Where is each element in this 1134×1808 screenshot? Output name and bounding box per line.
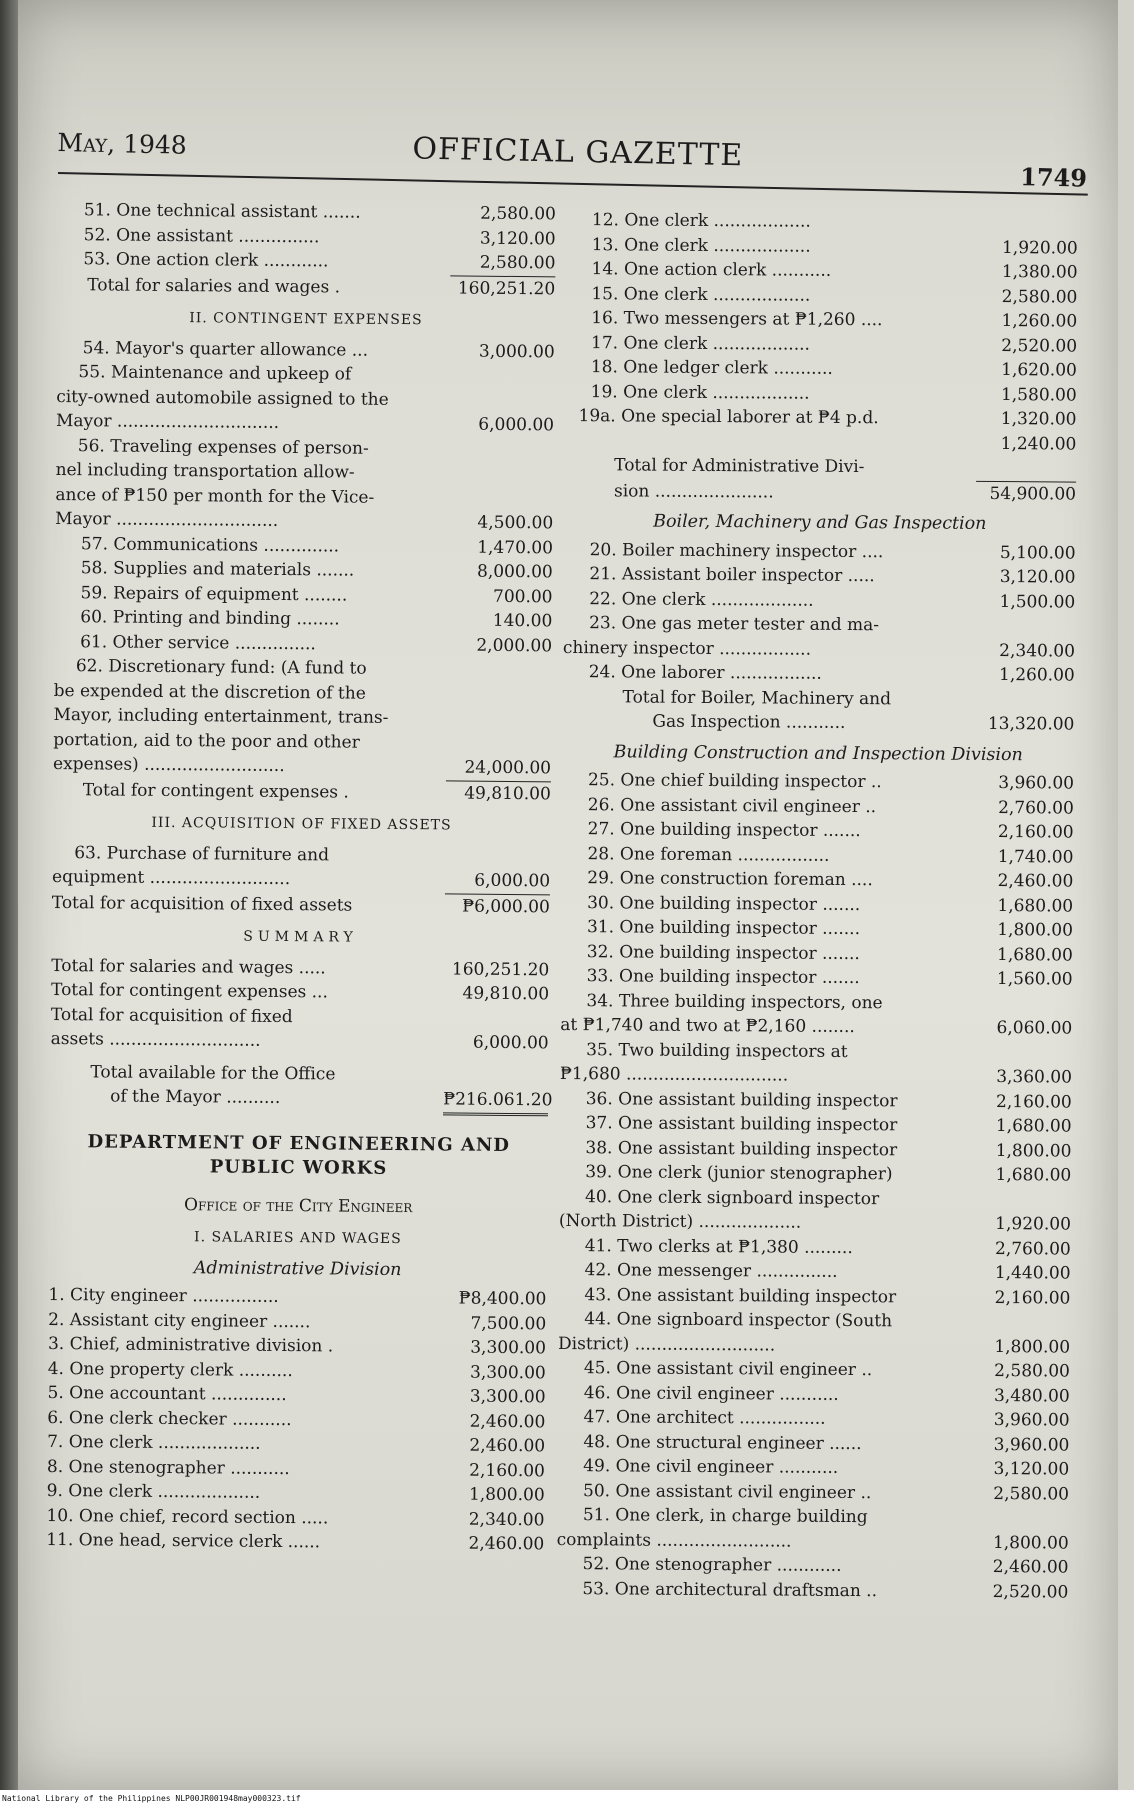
header-date: May, 1948 [57, 127, 188, 160]
budget-line: chinery inspector ................. 2,340.00 [562, 637, 1075, 662]
budget-line-text: ance of ₱150 per month for the Vice- [55, 484, 375, 508]
budget-line-text: portation, aid to the poor and other [53, 729, 360, 753]
division-heading-boiler: Boiler, Machinery and Gas Inspection [653, 511, 987, 534]
total-admin-text: Total for Administrative Divi- [614, 455, 865, 478]
budget-line: 60. Printing and binding ........ 140.00 [80, 607, 553, 632]
budget-line: 36. One assistant building inspector 2,160.00 [585, 1088, 1072, 1113]
budget-line: equipment .......................... 6,000.00 [51, 866, 551, 892]
budget-line: 29. One construction foreman .... 2,460.00 [587, 868, 1074, 892]
budget-line: 21. Assistant boiler inspector ..... 3,120.00 [589, 564, 1076, 588]
budget-line: 50. One assistant civil engineer .. 2,580.00 [582, 1480, 1070, 1505]
scan-source-footer: National Library of the Philippines NLP00JR001948may000323.tif [0, 1790, 1134, 1808]
budget-line: 46. One civil engineer ........... 3,480.00 [583, 1382, 1070, 1407]
budget-line: 30. One building inspector ....... 1,680.00 [587, 892, 1074, 917]
budget-line: 17. One clerk .................. 2,520.00 [590, 332, 1078, 357]
budget-line: 16. Two messengers at ₱1,260 .... 1,260.00 [591, 308, 1078, 332]
budget-line: 13. One clerk .................. 1,920.00 [591, 234, 1078, 259]
budget-line: 15. One clerk .................. 2,580.00 [591, 283, 1078, 308]
summary-line: Total for contingent expenses ... 49,810.00 [51, 979, 550, 1005]
total-fixed-assets-line: Total for acquisition of fixed assets ₱6,000.00 [52, 889, 550, 919]
budget-line: 59. Repairs of equipment ........ 700.00 [80, 582, 553, 607]
header-title: OFFICIAL GAZETTE [412, 131, 744, 174]
budget-line-text: Mayor, including entertainment, trans- [53, 704, 389, 728]
budget-line-text: 44. One signboard inspector (South [584, 1309, 893, 1332]
budget-line: 51. One technical assistant ....... 2,580.00 [83, 200, 556, 225]
budget-line: 54. Mayor's quarter allowance ... 3,000.00 [82, 337, 555, 362]
budget-line: 11. One head, service clerk ...... 2,460.00 [46, 1529, 545, 1555]
budget-line: 33. One building inspector ....... 1,560.00 [586, 966, 1073, 990]
budget-line: 6. One clerk checker ........... 2,460.00 [47, 1407, 546, 1432]
building-item-list-c [557, 1356, 1070, 1507]
grand-total-text: Total available for the Office [90, 1061, 336, 1084]
building-item-list-b [559, 1086, 1072, 1188]
total-contingent-line: Total for contingent expenses . 49,810.00 [53, 776, 551, 806]
budget-line: 42. One messenger ............... 1,440.00 [584, 1260, 1071, 1284]
budget-line-text: 34. Three building inspectors, one [586, 990, 883, 1013]
budget-line-text: city-owned automobile assigned to the [56, 386, 389, 410]
division-heading-building: Building Construction and Inspection Division [613, 741, 1023, 765]
budget-line: 49. One civil engineer ........... 3,120.00 [583, 1456, 1070, 1480]
budget-line: complaints ......................... 1,800.00 [556, 1529, 1069, 1554]
budget-line: 5. One accountant .............. 3,300.00 [47, 1382, 546, 1408]
budget-line: 12. One clerk .................. [591, 210, 811, 232]
budget-line: 27. One building inspector ....... 2,160.00 [587, 819, 1074, 843]
summary-line-text: Total for acquisition of fixed [50, 1004, 293, 1027]
budget-line: ₱1,680 .............................. 3,360.00 [559, 1063, 1073, 1088]
budget-line-text: 56. Traveling expenses of person- [77, 435, 369, 459]
summary-heading: SUMMARY [243, 928, 358, 946]
budget-line-text: nel including transportation allow- [55, 459, 355, 483]
budget-line: 53. One architectural draftsman .. 2,520.00 [582, 1578, 1069, 1603]
budget-line: 1. City engineer ................ ₱8,400.00 [48, 1284, 547, 1310]
office-heading: Office of the City Engineer [184, 1194, 413, 1217]
page-header [57, 118, 1088, 200]
budget-line: expenses) .......................... 24,000.00 [52, 753, 552, 779]
budget-line: 4. One property clerk .......... 3,300.00 [47, 1358, 546, 1383]
total-admin-line: sion ...................... 54,900.00 [564, 477, 1076, 506]
budget-line: 14. One action clerk ........... 1,380.00 [591, 259, 1078, 283]
budget-line-text: be expended at the discretion of the [53, 680, 366, 704]
budget-line-text: 35. Two building inspectors at [586, 1039, 848, 1062]
total-salaries-line: Total for salaries and wages . 160,251.20 [57, 271, 555, 301]
budget-line: 24. One laborer ................. 1,260.00 [588, 662, 1075, 686]
total-boiler-line: Gas Inspection ........... 13,320.00 [652, 711, 1075, 735]
section-heading-contingent: II. CONTINGENT EXPENSES [189, 310, 423, 329]
budget-line: 43. One assistant building inspector 2,160.00 [584, 1284, 1071, 1309]
grand-total-line: of the Mayor .......... ₱216.061.20 [50, 1084, 548, 1116]
budget-line: 19. One clerk .................. 1,580.00 [590, 381, 1077, 406]
budget-line-text: 51. One clerk, in charge building [582, 1505, 868, 1528]
budget-line: at ₱1,740 and two at ₱2,160 ........ 6,060.00 [560, 1014, 1073, 1039]
budget-line: 58. Supplies and materials ....... 8,000.00 [80, 558, 553, 583]
budget-line: 41. Two clerks at ₱1,380 ......... 2,760.00 [584, 1235, 1071, 1260]
budget-line: 32. One building inspector ....... 1,680.00 [586, 941, 1073, 966]
budget-line: 48. One structural engineer ...... 3,960.00 [583, 1431, 1070, 1456]
budget-line: 3. Chief, administrative division . 3,300.00 [47, 1333, 547, 1359]
budget-line: 61. Other service ............... 2,000.00 [80, 631, 553, 656]
budget-line: 45. One assistant civil engineer .. 2,580.00 [583, 1358, 1070, 1382]
budget-line-text: 62. Discretionary fund: (A fund to [75, 656, 367, 679]
budget-line: 9. One clerk ................... 1,800.00 [46, 1480, 545, 1506]
budget-line-text: 23. One gas meter tester and ma- [589, 613, 880, 636]
admin-item-list [46, 1283, 546, 1557]
summary-line: assets ............................ 6,000.00 [50, 1028, 549, 1054]
budget-line: 31. One building inspector ....... 1,800.00 [586, 917, 1074, 941]
budget-line: 25. One chief building inspector .. 3,960.00 [587, 770, 1075, 794]
budget-line: 10. One chief, record section ..... 2,340.00 [46, 1505, 545, 1530]
budget-line: 38. One assistant building inspector 1,800.00 [585, 1137, 1072, 1162]
budget-line: 22. One clerk ................... 1,500.00 [589, 588, 1076, 613]
budget-line: 7. One clerk ................... 2,460.00 [47, 1431, 546, 1457]
budget-line: 52. One stenographer ............ 2,460.00 [582, 1554, 1069, 1578]
total-boiler-text: Total for Boiler, Machinery and [622, 686, 892, 709]
department-heading: DEPARTMENT OF ENGINEERING AND PUBLIC WORKS [87, 1130, 511, 1179]
budget-line: Mayor .............................. 6,000.00 [55, 410, 555, 436]
budget-line: 39. One clerk (junior stenographer) 1,680.00 [585, 1162, 1072, 1186]
budget-line: 26. One assistant civil engineer .. 2,760.00 [587, 794, 1074, 819]
budget-line: 57. Communications .............. 1,470.00 [80, 533, 554, 558]
budget-line-text: 40. One clerk signboard inspector [585, 1186, 880, 1209]
budget-line: (North District) ................... 1,920.00 [558, 1210, 1071, 1235]
budget-line-text: 63. Purchase of furniture and [74, 842, 330, 865]
budget-line: Mayor .............................. 4,500.00 [55, 508, 554, 534]
gazette-page [18, 0, 1118, 1790]
budget-line: 37. One assistant building inspector 1,680.00 [585, 1113, 1072, 1137]
budget-line: 52. One assistant ............... 3,120.00 [83, 224, 556, 249]
budget-line: 53. One action clerk ............ 2,580.00 [83, 249, 556, 274]
division-heading-admin: Administrative Division [193, 1257, 402, 1280]
budget-line: 47. One architect ................ 3,960.00 [583, 1407, 1070, 1431]
right-column [556, 208, 1078, 1605]
building-item-list-a [561, 768, 1075, 992]
section-heading-fixed-assets: III. ACQUISITION OF FIXED ASSETS [151, 814, 452, 834]
budget-line: 8. One stenographer ........... 2,160.00 [46, 1456, 545, 1481]
budget-line: District) .......................... 1,800.00 [558, 1333, 1071, 1358]
section-heading-salaries: I. SALARIES AND WAGES [194, 1229, 402, 1248]
left-column [46, 198, 556, 1557]
budget-line: 19a. One special laborer at ₱4 p.d. 1,320.00 [578, 406, 1077, 430]
budget-line: 1,240.00 [1000, 433, 1077, 455]
budget-line: 28. One foreman ................. 1,740.00 [587, 843, 1074, 868]
budget-line-text: 55. Maintenance and upkeep of [78, 362, 352, 385]
budget-line: 2. Assistant city engineer ....... 7,500.00 [48, 1309, 547, 1334]
summary-line: Total for salaries and wages ..... 160,251.20 [51, 955, 550, 980]
budget-line: 20. Boiler machinery inspector .... 5,100.00 [589, 539, 1076, 564]
budget-line: 18. One ledger clerk ........... 1,620.00 [590, 357, 1077, 381]
header-page-number: 1749 [1019, 162, 1088, 193]
